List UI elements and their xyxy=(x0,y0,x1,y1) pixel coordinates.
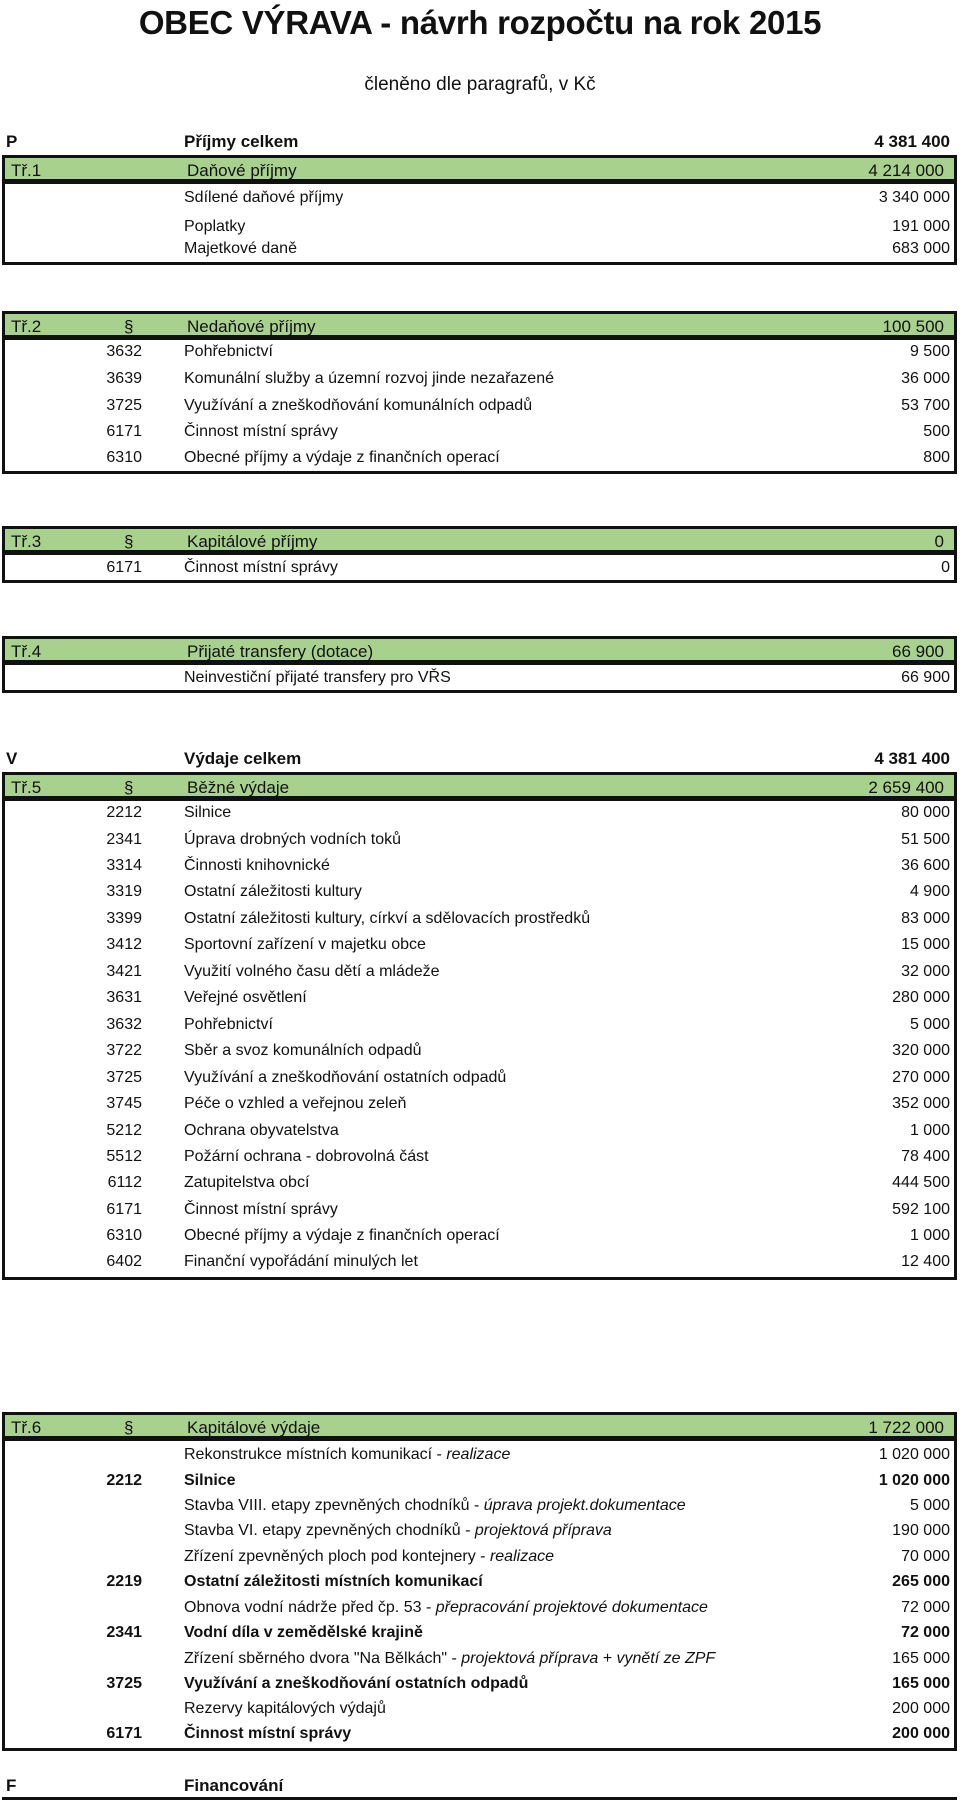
row-code: 3631 xyxy=(106,989,142,1006)
row-name-note: projektová příprava + vynětí ze ZPF xyxy=(461,1650,716,1667)
row-name-text: Zřízení sběrného dvora "Na Bělkách" - xyxy=(184,1650,462,1667)
row-name: Majetkové daně xyxy=(184,240,297,257)
class-code: Tř.5 xyxy=(11,778,42,797)
row-name: Ostatní záležitosti kultury xyxy=(184,883,362,900)
row-value: 72 000 xyxy=(901,1624,950,1641)
class-header-tr2 xyxy=(2,311,957,338)
row-name xyxy=(184,1573,483,1591)
row-name: Sběr a svoz komunálních odpadů xyxy=(184,1042,422,1059)
row-name-note: přepracování projektové dokumentace xyxy=(435,1599,708,1616)
row-name-text: Využívání a zneškodňování ostatních odpadů xyxy=(184,1675,529,1692)
row-name: Pohřebnictví xyxy=(184,1016,273,1033)
row-value: 165 000 xyxy=(892,1675,950,1692)
table-row xyxy=(0,1171,960,1195)
row-value: 3 340 000 xyxy=(878,189,950,206)
row-name: Obecné příjmy a výdaje z finančních operací xyxy=(184,449,500,466)
paragraph-symbol: § xyxy=(124,778,134,797)
row-name: Využívání a zneškodňování komunálních odpadů xyxy=(184,397,533,414)
row-name xyxy=(184,1497,686,1515)
row-name: Obecné příjmy a výdaje z finančních operací xyxy=(184,1227,500,1244)
row-value: 1 020 000 xyxy=(878,1446,950,1463)
row-name-text: Činnost místní správy xyxy=(184,1725,352,1742)
class-value: 2 659 400 xyxy=(868,778,944,797)
row-value: 592 100 xyxy=(892,1201,950,1218)
row-value: 320 000 xyxy=(892,1042,950,1059)
row-name: Zatupitelstva obcí xyxy=(184,1174,310,1191)
row-code: 6112 xyxy=(107,1174,142,1191)
class-header-tr1 xyxy=(2,155,957,182)
row-name-note: realizace xyxy=(489,1548,554,1565)
row-name-note: úprava projekt.dokumentace xyxy=(483,1497,686,1514)
table-row xyxy=(0,1469,960,1493)
table-row xyxy=(0,828,960,852)
table-row xyxy=(0,1647,960,1671)
row-value: 200 000 xyxy=(892,1725,950,1742)
section-code: V xyxy=(6,749,18,768)
page-title: OBEC VÝRAVA - návrh rozpočtu na rok 2015 xyxy=(138,4,822,41)
table-row xyxy=(0,215,960,239)
row-name xyxy=(184,1446,510,1464)
row-code: 5512 xyxy=(106,1148,142,1165)
row-code: 6171 xyxy=(106,1725,142,1742)
row-value: 165 000 xyxy=(892,1650,950,1667)
row-code: 6310 xyxy=(106,1227,142,1244)
table-row xyxy=(0,1443,960,1467)
row-code: 3314 xyxy=(106,857,142,874)
row-value: 32 000 xyxy=(901,963,950,980)
row-code: 3319 xyxy=(106,883,142,900)
paragraph-symbol: § xyxy=(124,317,134,336)
table-row xyxy=(0,933,960,957)
row-name: Ostatní záležitosti kultury, církví a sdělovacích prostředků xyxy=(184,910,591,927)
row-value: 78 400 xyxy=(901,1148,950,1165)
table-row xyxy=(0,340,960,364)
class-code: Tř.6 xyxy=(11,1418,42,1437)
page-subtitle: členěno dle paragrafů, v Kč xyxy=(364,74,596,95)
row-value: 190 000 xyxy=(892,1522,950,1539)
row-name-text: Rezervy kapitálových výdajů xyxy=(184,1700,386,1717)
table-row xyxy=(0,1145,960,1169)
row-code: 3632 xyxy=(106,1016,142,1033)
row-name: Činnost místní správy xyxy=(184,559,338,576)
row-value: 1 000 xyxy=(909,1227,950,1244)
row-code: 3725 xyxy=(106,1675,142,1692)
row-name: Poplatky xyxy=(184,218,246,235)
row-name xyxy=(184,1472,236,1490)
row-value: 70 000 xyxy=(901,1548,950,1565)
row-name-text: Stavba VIII. etapy zpevněných chodníků - xyxy=(184,1497,484,1514)
row-name-text: Zřízení zpevněných ploch pod kontejnery - xyxy=(184,1548,490,1565)
table-row xyxy=(0,854,960,878)
table-row xyxy=(0,1066,960,1090)
row-value: 1 020 000 xyxy=(878,1472,950,1489)
paragraph-symbol: § xyxy=(124,532,134,551)
row-value: 12 400 xyxy=(901,1253,950,1270)
row-name: Sportovní zařízení v majetku obce xyxy=(184,936,426,953)
row-name: Ochrana obyvatelstva xyxy=(184,1122,339,1139)
table-row xyxy=(0,986,960,1010)
section-label: Financování xyxy=(184,1776,284,1795)
table-row xyxy=(0,880,960,904)
row-name: Činnost místní správy xyxy=(184,1201,338,1218)
class-value: 4 214 000 xyxy=(868,161,944,180)
vydaje-total-row xyxy=(0,746,960,770)
row-value: 51 500 xyxy=(901,831,950,848)
table-row xyxy=(0,1224,960,1248)
row-code: 2212 xyxy=(106,1472,142,1489)
row-name: Péče o vzhled a veřejnou zeleň xyxy=(184,1095,407,1112)
class-value: 1 722 000 xyxy=(868,1418,944,1437)
row-value: 66 900 xyxy=(901,669,950,686)
row-name xyxy=(184,1624,423,1642)
table-row xyxy=(0,1519,960,1543)
table-row xyxy=(0,907,960,931)
row-name xyxy=(184,1548,554,1566)
row-name: Veřejné osvětlení xyxy=(184,989,307,1006)
row-code: 6310 xyxy=(106,449,142,466)
table-row xyxy=(0,1697,960,1721)
table-row xyxy=(0,1198,960,1222)
paragraph-symbol: § xyxy=(124,1418,134,1437)
row-code: 2341 xyxy=(106,1624,142,1641)
section-code: P xyxy=(6,132,18,151)
row-value: 9 500 xyxy=(909,343,950,360)
row-code: 2219 xyxy=(106,1573,142,1590)
class-label: Nedaňové příjmy xyxy=(187,317,316,336)
section-label: Příjmy celkem xyxy=(184,132,299,151)
class-label: Kapitálové výdaje xyxy=(187,1418,321,1437)
financovani-row xyxy=(0,1773,960,1797)
row-code: 3412 xyxy=(106,936,142,953)
row-name: Využití volného času dětí a mládeže xyxy=(184,963,440,980)
table-row xyxy=(0,394,960,418)
class-label: Přijaté transfery (dotace) xyxy=(187,642,374,661)
row-value: 270 000 xyxy=(892,1069,950,1086)
row-code: 6171 xyxy=(106,423,142,440)
row-value: 1 000 xyxy=(909,1122,950,1139)
table-row xyxy=(0,1092,960,1116)
row-value: 352 000 xyxy=(892,1095,950,1112)
row-name: Činnosti knihovnické xyxy=(184,857,330,874)
table-row xyxy=(0,237,960,261)
row-name-text: Rekonstrukce místních komunikací - xyxy=(184,1446,447,1463)
table-row xyxy=(0,1494,960,1518)
row-code: 6402 xyxy=(106,1253,142,1270)
row-name: Požární ochrana - dobrovolná část xyxy=(184,1148,429,1165)
table-row xyxy=(0,1039,960,1063)
row-name-text: Ostatní záležitosti místních komunikací xyxy=(184,1573,483,1590)
table-row xyxy=(0,1596,960,1620)
class-value: 100 500 xyxy=(882,317,944,336)
row-code: 3421 xyxy=(106,963,142,980)
row-name xyxy=(184,1675,528,1693)
row-value: 15 000 xyxy=(901,936,950,953)
class-code: Tř.2 xyxy=(11,317,42,336)
table-row xyxy=(0,1672,960,1696)
row-value: 683 000 xyxy=(892,240,950,257)
row-name-note: realizace xyxy=(446,1446,511,1463)
row-name xyxy=(184,1599,708,1617)
row-code: 2212 xyxy=(106,804,142,821)
section-value: 4 381 400 xyxy=(874,749,950,768)
table-row xyxy=(0,186,960,210)
table-row xyxy=(0,420,960,444)
row-name-text: Silnice xyxy=(184,1472,236,1489)
table-row xyxy=(0,1621,960,1645)
row-name-text: Vodní díla v zemědělské krajině xyxy=(184,1624,423,1641)
row-code: 3725 xyxy=(106,1069,142,1086)
row-value: 53 700 xyxy=(901,397,950,414)
row-name: Činnost místní správy xyxy=(184,423,338,440)
row-name: Komunální služby a územní rozvoj jinde nezařazené xyxy=(184,370,554,387)
row-name: Finanční vypořádání minulých let xyxy=(184,1253,418,1270)
row-value: 5 000 xyxy=(909,1016,950,1033)
class-label: Daňové příjmy xyxy=(187,161,297,180)
row-value: 4 900 xyxy=(909,883,950,900)
class-header-tr6 xyxy=(2,1412,957,1439)
row-value: 265 000 xyxy=(892,1573,950,1590)
table-row xyxy=(0,1545,960,1569)
row-name-text: Stavba VI. etapy zpevněných chodníků - xyxy=(184,1522,475,1539)
class-value: 66 900 xyxy=(892,642,944,661)
section-code: F xyxy=(6,1776,17,1795)
row-value: 444 500 xyxy=(892,1174,950,1191)
table-row xyxy=(0,1119,960,1143)
row-code: 3722 xyxy=(106,1042,142,1059)
row-value: 72 000 xyxy=(901,1599,950,1616)
row-value: 5 000 xyxy=(909,1497,950,1514)
row-value: 191 000 xyxy=(892,218,950,235)
table-row xyxy=(0,556,960,580)
bottom-rule xyxy=(2,1797,957,1800)
row-value: 36 600 xyxy=(901,857,950,874)
row-name xyxy=(184,1522,612,1540)
prijmy-total-row xyxy=(0,129,960,153)
class-label: Kapitálové příjmy xyxy=(187,532,318,551)
row-name: Sdílené daňové příjmy xyxy=(184,189,344,206)
row-code: 3745 xyxy=(106,1095,142,1112)
row-code: 3399 xyxy=(106,910,142,927)
row-code: 6171 xyxy=(106,1201,142,1218)
row-value: 36 000 xyxy=(901,370,950,387)
row-value: 83 000 xyxy=(901,910,950,927)
row-code: 5212 xyxy=(106,1122,142,1139)
row-name-note: projektová příprava xyxy=(474,1522,612,1539)
row-code: 3632 xyxy=(106,343,142,360)
table-row xyxy=(0,960,960,984)
class-label: Běžné výdaje xyxy=(187,778,290,797)
table-row xyxy=(0,1013,960,1037)
row-name: Silnice xyxy=(184,804,232,821)
row-name-text: Obnova vodní nádrže před čp. 53 - xyxy=(184,1599,436,1616)
row-name xyxy=(184,1650,715,1668)
table-row xyxy=(0,666,960,690)
table-row xyxy=(0,446,960,470)
row-code: 3639 xyxy=(106,370,142,387)
table-row xyxy=(0,1722,960,1746)
row-value: 80 000 xyxy=(901,804,950,821)
row-value: 500 xyxy=(923,423,950,440)
row-value: 800 xyxy=(923,449,950,466)
class-code: Tř.4 xyxy=(11,642,42,661)
class-value: 0 xyxy=(934,532,944,551)
row-name: Neinvestiční přijaté transfery pro VŘS xyxy=(184,669,451,686)
table-row xyxy=(0,1250,960,1274)
row-value: 200 000 xyxy=(892,1700,950,1717)
row-code: 3725 xyxy=(106,397,142,414)
row-value: 0 xyxy=(941,559,950,576)
class-header-tr4 xyxy=(2,636,957,663)
row-name xyxy=(184,1725,351,1743)
class-header-tr3 xyxy=(2,526,957,553)
table-row xyxy=(0,1570,960,1594)
row-name: Úprava drobných vodních toků xyxy=(184,831,402,848)
section-label: Výdaje celkem xyxy=(184,749,302,768)
class-header-tr5 xyxy=(2,772,957,799)
row-name: Využívání a zneškodňování ostatních odpadů xyxy=(184,1069,507,1086)
row-code: 2341 xyxy=(106,831,142,848)
class-code: Tř.3 xyxy=(11,532,42,551)
table-row xyxy=(0,367,960,391)
row-value: 280 000 xyxy=(892,989,950,1006)
row-code: 6171 xyxy=(106,559,142,576)
class-code: Tř.1 xyxy=(11,161,42,180)
section-value: 4 381 400 xyxy=(874,132,950,151)
row-name xyxy=(184,1700,386,1718)
row-name: Pohřebnictví xyxy=(184,343,273,360)
table-row xyxy=(0,801,960,825)
